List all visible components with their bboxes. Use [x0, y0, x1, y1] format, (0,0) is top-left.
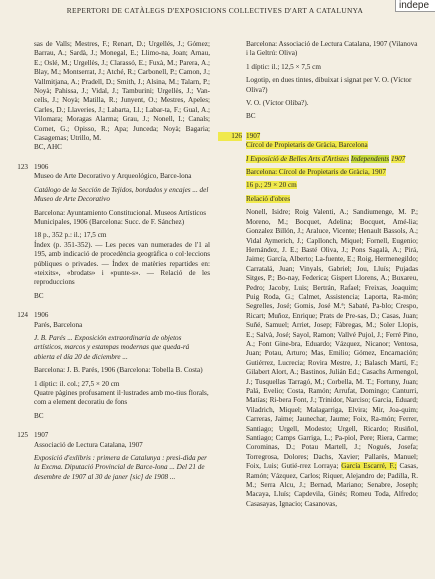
- entry-note: Relació d'obres: [246, 194, 291, 203]
- running-head: REPERTORI DE CATÀLEGS D'EXPOSICIONS COLLECTIVES D'ART A CATALUNYA: [66, 6, 364, 15]
- entry-physical: 1 díptic: il.; 12,5 × 7,5 cm: [246, 62, 321, 71]
- entry-year: 1906: [34, 162, 49, 171]
- entry-header: [17, 311, 210, 320]
- entry-126: [231, 131, 419, 509]
- entry-physical: 16 p.; 29 × 20 cm: [246, 181, 297, 190]
- highlighted-artist: García Escarré, F.;: [341, 462, 397, 471]
- artist-list: [246, 208, 418, 509]
- location-code: BC: [34, 411, 44, 420]
- entry-author: V. O. (Víctor Oliba?).: [246, 99, 309, 108]
- entry-year: 1907: [246, 131, 261, 140]
- entry-125: [17, 431, 210, 482]
- location-code: BC: [246, 112, 256, 121]
- entry-year: 1906: [34, 311, 49, 320]
- entry-venue: Círcol de Propietaris de Gràcia, Barcelona: [246, 141, 368, 150]
- entry-header: [17, 162, 210, 172]
- location-code: BC, AHC: [34, 143, 62, 152]
- entry-number: 126: [218, 132, 242, 141]
- entry-title: J. B. Parés ... Exposición extraordinaria de objetos artísticos, marcos y estampas modernas que queda-rá abierta el día 20 de diciembre ...: [34, 333, 190, 361]
- entry-124: [17, 311, 210, 421]
- artist-list-part: Nonell, Isidre; Roig Valenti, A.; Sandiumenge, M. P.; Moreno, M.; Bocquet, Adelina; Bocquet, Amé-lia; Gonzalez Billón, J.; Araluce, Vicente; Henault Bassols, A.; Vidal Aymerich, J.; Capllonch, Miquel; Fornell, Eugenio; Hernández, J. E.; Basté Oliva, J.; Pons Sagalà, A.; Pirá, Jaime; García, Alberto; La-fuente, E.; Roig, Hermenegildo; Carratalá, Juan; Vinyals, Gabriel; Jou, Lluís; Pujadas Sitges, P.; Bo-nay, Federica; Gispert Llorens, A.; Buxareu, Pedro; Jacoby, Luis; Bertrán, Rafael; Freixas, Joaquim; Puig Roda, G.; Calmet, Assistencia; Laporta, Ra-món; Segrelles, José; Gomis, José M.ª; Sabaté, Pa-blo; Crespo, Ricart; Muñoz, Enrique; Prats de Pre-sas, D.; Casas, Juan; Suñé, Samuel; Arriet, Josep; Fàbregas, M.; Soler Llopis, E.; Salvà, José; Sayol, Ramon; Vallvé Pujol, J.; Ferré Pino, A.; Font Gine-bra, Eduardo; Vázquez, Nicanor; Ventosa, Juan; Potau, Arturo; Mas, Emilio; Gómez, Encarnación; Gutiérrez, Lucrecia; Rovira Mestre, J.; Balasch Martí, F.; Gilabert Alort, A.; Bastinos, Julián Ed.; Casachs Armengol, J.; Tusquellas Tarragó, M.; Corbella, M. T.; Fortuny, Juan; Palá, Evelio; Costa, Ramón; Arrufat, Domingo; Canturri, Matías; Ri-bera Font, J.; Trinidor, Narciso; García, Eduard; Viladrich, Miquel; Malagarriga, Elvira; Mir, Joa-quim; Carreras, Jaime; Jaunechar, Jaume; Foix, Ra-món; Ferrer, Santiago; Urgell, Modesto; Urgell, Ricardo; Rusiñol, Santiago; Camps Garriga, L.; Pa-piol, Pere; Riera, Carme; Corominas, D.; Potau Martell, J.; Nogués, Josefa; Torregrosa, Dolores; Dachs, Xavier; Pallarès, Manuel; Foix, Luis; Gutié-rrez Lorraya;: [246, 208, 418, 471]
- entry-physical: 18 p., 352 p.: il.; 17,5 cm: [34, 231, 107, 240]
- entry-publication: Barcelona: J. B. Parés, 1906 (Barcelona: Tobella B. Costa): [34, 366, 203, 375]
- left-column: [17, 40, 210, 482]
- location-code: BC: [34, 291, 44, 300]
- entry-year: 1907: [34, 431, 49, 440]
- entry-publication: Barcelona: Círcol de Propietaris de Gràcia, 1907: [246, 168, 386, 177]
- right-column: [231, 40, 419, 509]
- entry-venue: Parés, Barcelona: [34, 320, 83, 329]
- entry-123: [17, 162, 210, 301]
- entry-number: 124: [17, 311, 28, 320]
- artist-list-part: Casas, Ramón; Vázquez, Carlos; Riquer, Alejandro de; Padilla, R. M.; Serra Alcu, J.; Bernad, Mariano; Senabre, Joseph; Macaya, Lluís; Capdevila, Ginés; Romeu Toda, Alfredo; Casasayas, Ignacio; Casanovas,: [246, 462, 419, 508]
- window-tab-fragment[interactable]: indepe: [395, 0, 435, 12]
- entry-title: [246, 155, 418, 164]
- highlighted-term: Independents: [350, 154, 390, 163]
- entry-header: [17, 431, 210, 440]
- entry-publication: Barcelona: Ayuntamiento Constitucional. Museos Artísticos Municipales, 1906 (Barcelona: Succ. de F. Sánchez): [34, 208, 207, 226]
- entry-title-main: I Exposició de Belles Arts d'Artistes: [246, 154, 350, 163]
- entry-number: 125: [17, 431, 28, 440]
- entry-header: [231, 131, 418, 141]
- entry-title-year: 1907: [390, 154, 406, 163]
- entry-venue: Associació de Lectura Catalana, 1907: [34, 440, 143, 449]
- continued-artist-list: sas de Valls; Mestres, F.; Renart, D.; Urgellés, J.; Gómez; Barrau, A.; Sardà, J.; Monegal, E.; Llimo-na, Joan; Arnau, E.; Oslé, M.; Urgellès, J.; Clarassó, E.; Fuxà, M.; Parera, A.; Blay, M.; Montserrat, J.; Atché, R.; Carbonell, P.; Camon, J.; Vallmitjana, A.; Pradell, D.; Smith, J.; Alsina, M.; Talarn, P.; Noyà; Pahissa, J.; Vidal, J.; Tamburini; Urgellès, J.; Van-cells, J.; Noyà; Matilla, R.; Junyent, O.; Mestres, Apeles; Carles, D.; Llaveries, J.; Labarta, Ll.; Labar-ta, F.; Gual, A.; Vilomara; Moragas Alarma; Grau, J.; Nonell, I.; Canals; Cornet, G.; Opisso, R.; Apa; Junceda; Noyà; Bagaria; Casagemas; Utrillo, M.: [34, 40, 210, 143]
- entry-note: Quatre pàgines profusament il·lustrades amb mo-tius florals, com a element decoratiu de fons: [34, 389, 209, 407]
- entry-physical: 1 díptic: il. col.; 27,5 × 20 cm: [34, 379, 120, 388]
- entry-number: 123: [17, 162, 28, 171]
- entry-note: Logotip, en dues tintes, dibuixat i signat per V. O. (Víctor Oliva?): [246, 76, 412, 94]
- entry-title: Exposició d'exlibris : primera de Catalunya : presi-dida per la Excma. Diputació Provincial de Barce-lona ... Del 21 de desembre de 1907 al 30 de janer [sic] de 1908 ...: [34, 454, 207, 481]
- entry-publication: Barcelona: Associació de Lectura Catalana, 1907 (Vilanova i la Geltrú: Oliva): [246, 40, 418, 58]
- entry-venue: Museo de Arte Decorativo y Arqueológico, Barce-lona: [34, 172, 192, 181]
- entry-note: Índex (p. 351-352). — Les peces van numerades de l'1 al 195, amb indicació de procedència geogràfica o col·leccions públiques o privades. — Índex de matèries repartides en: «teixits», «brodats» i «punte-s». — Relació de les reproduccions: [34, 240, 210, 287]
- entry-title: Catálogo de la Sección de Tejidos, bordados y encajes ... del Museo de Arte Decorativo: [34, 185, 209, 204]
